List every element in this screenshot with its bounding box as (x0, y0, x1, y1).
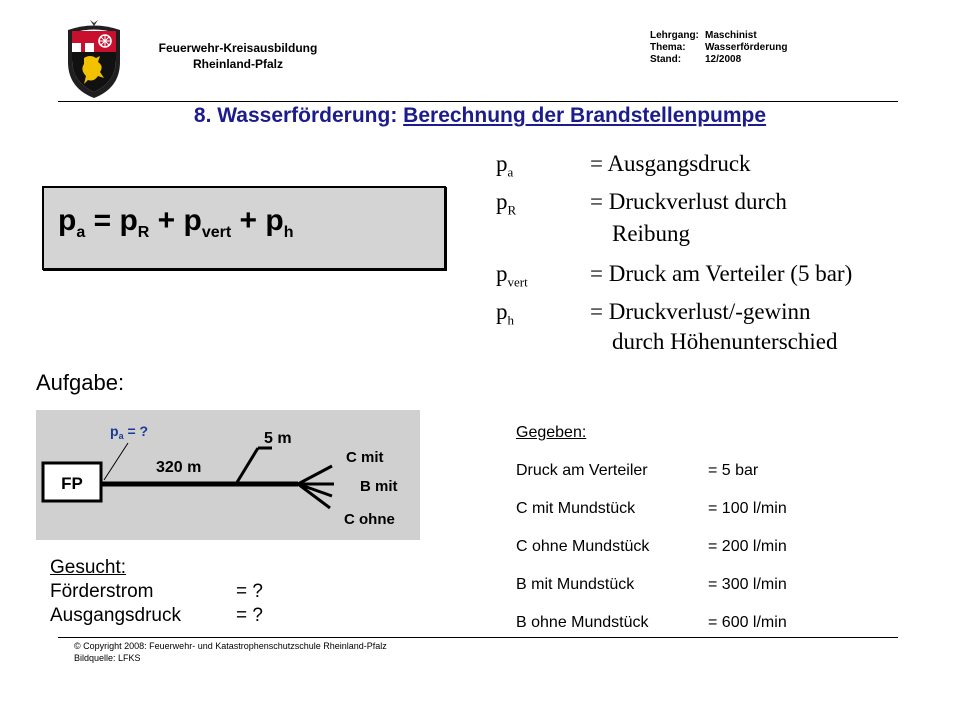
topic-label: Thema: (650, 42, 686, 53)
title-prefix: 8. Wasserförderung: (193, 104, 404, 127)
footer-divider (58, 637, 898, 638)
def-sub: R (507, 202, 517, 218)
searched-label: Förderstrom (50, 581, 154, 602)
given-value: = 300 l/min (708, 576, 787, 593)
header-divider (58, 101, 898, 102)
org-line-2: Rheinland-Pfalz (192, 57, 283, 71)
given-row (516, 538, 787, 576)
outlet-c-ohne (298, 484, 330, 508)
given-row (516, 576, 787, 614)
coat-of-arms-icon (64, 18, 124, 100)
hose-diagram-svg (36, 410, 420, 540)
given-label: B ohne Mundstück (516, 614, 649, 631)
course-label: Lehrgang: (650, 30, 699, 41)
def-text-2: Reibung (612, 221, 690, 246)
formula-p-h: p (265, 204, 284, 237)
def-sub: h (507, 312, 514, 328)
searched-value: = ? (236, 605, 263, 626)
pa-label: $p_a$ = ? (110, 423, 149, 441)
formula (58, 204, 294, 242)
def-text: = Druck am Verteiler (5 bar) (590, 261, 853, 286)
formula-p-vert: p (183, 204, 202, 237)
formula-box (42, 186, 446, 270)
definition-pvert (496, 260, 916, 290)
definition-pa (496, 150, 916, 180)
pa-pointer (104, 443, 128, 480)
searched-label: Ausgangsdruck (50, 605, 181, 626)
formula-p-a: p (58, 204, 77, 237)
length-main-label: 320 m (156, 459, 202, 476)
pump-label: FP (61, 474, 83, 493)
organization-name (118, 40, 358, 72)
topic-value: Wasserförderung (705, 42, 788, 53)
given-value: = 5 bar (708, 462, 759, 479)
outlet-b-mit-2 (298, 484, 332, 496)
org-line-1: Feuerwehr-Kreisausbildung (158, 41, 318, 55)
given-row (516, 500, 787, 538)
searched-section (50, 556, 263, 628)
searched-row (50, 604, 263, 628)
branch-hose (236, 448, 258, 484)
given-section (516, 424, 787, 652)
given-label: B mit Mundstück (516, 576, 635, 593)
course-value: Maschinist (705, 30, 757, 41)
formula-sub-r: R (137, 224, 150, 241)
searched-heading: Gesucht: (50, 557, 127, 578)
given-value: = 600 l/min (708, 614, 787, 631)
date-value: 12/2008 (705, 54, 742, 65)
def-text: = Druckverlust/-gewinn (590, 299, 811, 324)
searched-value: = ? (236, 581, 263, 602)
def-symbol: p (496, 299, 508, 324)
def-text: = Druckverlust durch (590, 189, 787, 214)
given-label: Druck am Verteiler (516, 462, 648, 479)
hose-diagram (36, 410, 420, 540)
course-info (650, 30, 787, 66)
date-label: Stand: (650, 54, 682, 65)
formula-equals: = (85, 204, 120, 237)
def-sub: a (507, 164, 514, 180)
def-sub: vert (507, 274, 528, 290)
footer (74, 640, 387, 664)
given-value: = 100 l/min (708, 500, 787, 517)
given-heading: Gegeben: (516, 424, 587, 441)
page-title (60, 104, 900, 128)
def-symbol: p (496, 261, 508, 286)
definition-ph (496, 298, 916, 358)
given-row (516, 614, 787, 652)
given-value: = 200 l/min (708, 538, 787, 555)
task-heading: Aufgabe: (36, 370, 125, 395)
formula-sub-h: h (283, 224, 294, 241)
def-symbol: p (496, 151, 508, 176)
copyright-text: © Copyright 2008: Feuerwehr- und Katastrophenschutzschule Rheinland-Pfalz (74, 641, 387, 651)
given-label: C ohne Mundstück (516, 538, 650, 555)
given-label: C mit Mundstück (516, 500, 636, 517)
outlet-c-ohne-label: C ohne (344, 511, 395, 528)
title-underlined: Berechnung der Brandstellenpumpe (403, 104, 767, 127)
formula-sub-a: a (76, 224, 86, 241)
def-text: = Ausgangsdruck (590, 151, 751, 176)
def-text-2: durch Höhenunterschied (612, 329, 838, 354)
formula-plus-2: + (231, 204, 266, 237)
image-source-text: Bildquelle: LFKS (74, 653, 141, 663)
outlet-c-mit-label: C mit (346, 449, 384, 466)
def-symbol: p (496, 189, 508, 214)
searched-row (50, 580, 263, 604)
given-row (516, 462, 787, 500)
outlet-b-mit-label: B mit (360, 478, 398, 495)
length-branch-label: 5 m (264, 430, 292, 447)
outlet-c-mit (298, 466, 332, 484)
formula-p-r: p (119, 204, 138, 237)
definition-pr (496, 188, 916, 248)
formula-plus-1: + (149, 204, 184, 237)
formula-sub-vert: vert (201, 224, 232, 241)
